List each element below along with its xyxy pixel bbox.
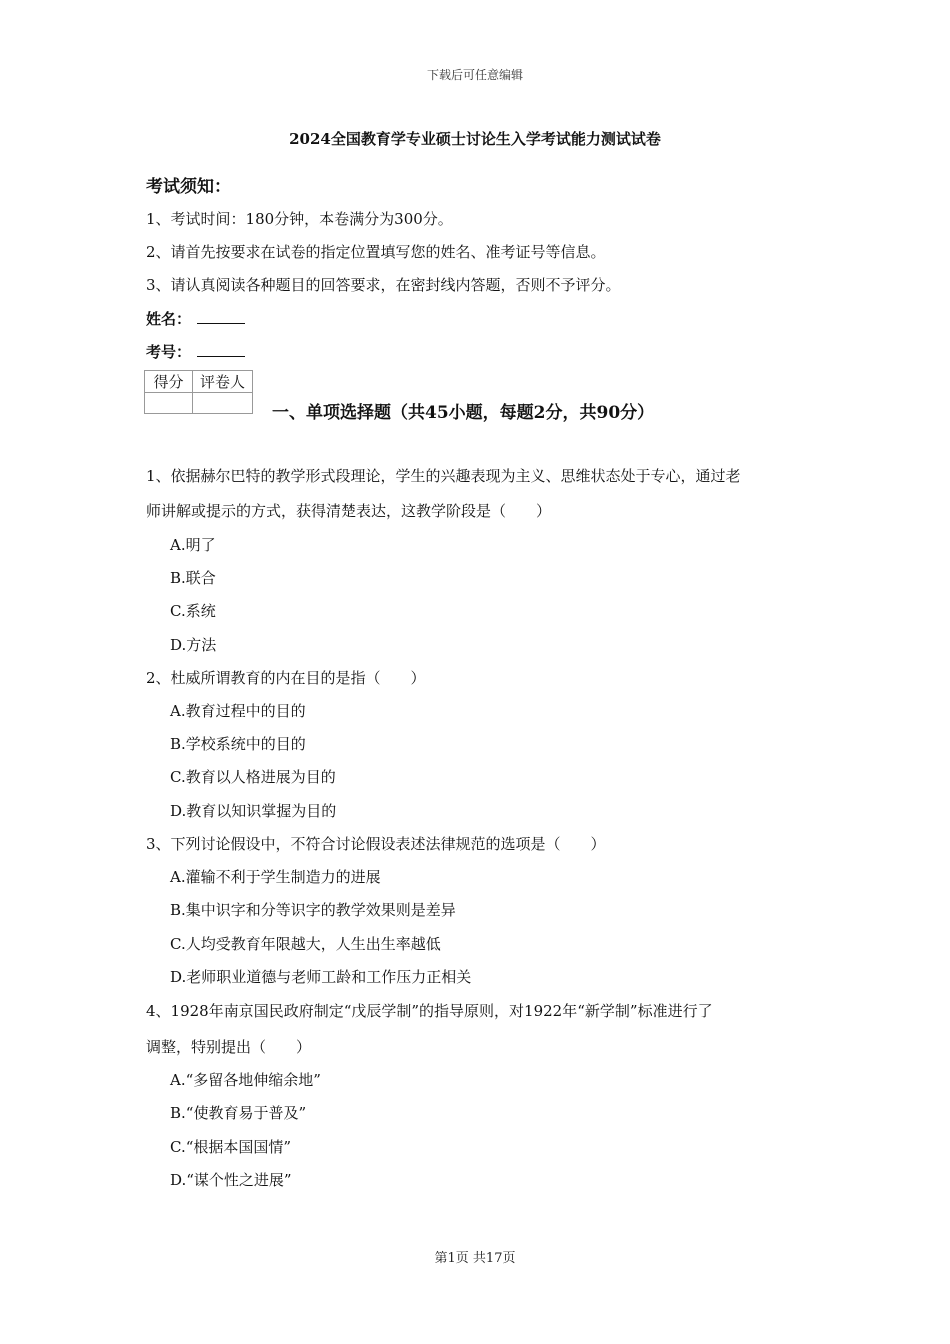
option: C.“根据本国国情”	[170, 1138, 292, 1156]
question-line: 2、杜威所谓教育的内在目的是指（ ）	[146, 669, 426, 687]
option: B.联合	[170, 569, 216, 587]
header-note: 下载后可任意编辑	[426, 68, 523, 82]
notice-heading: 考试须知：	[146, 177, 231, 197]
page-footer: 第1页 共17页	[434, 1251, 516, 1266]
option: A.教育过程中的目的	[170, 702, 306, 720]
question-line: 1、依据赫尔巴特的教学形式段理论，学生的兴趣表现为主义、思维状态处于专心，通过老	[146, 467, 741, 485]
exam-number-field	[146, 341, 245, 362]
document-title: 2024全国教育学专业硕士讨论生入学考试能力测试试卷	[289, 130, 661, 148]
option: B.“使教育易于普及”	[170, 1104, 307, 1122]
option: D.教育以知识掌握为目的	[170, 802, 337, 820]
name-blank	[197, 309, 245, 324]
section-title: 一、单项选择题（共45小题，每题2分，共90分）	[272, 403, 655, 423]
name-field	[146, 308, 245, 329]
option: D.方法	[170, 636, 217, 654]
score-cell	[145, 393, 193, 414]
exam-number-label: 考号：	[146, 343, 192, 361]
score-header: 得分	[145, 371, 193, 393]
notice-item: 1、考试时间：180分钟，本卷满分为300分。	[146, 210, 453, 228]
option: D.老师职业道德与老师工龄和工作压力正相关	[170, 968, 472, 986]
score-table	[144, 370, 253, 414]
option: B.学校系统中的目的	[170, 735, 306, 753]
question-line: 调整，特别提出（ ）	[146, 1038, 312, 1056]
grader-cell	[193, 393, 253, 414]
question-line: 3、下列讨论假设中，不符合讨论假设表述法律规范的选项是（ ）	[146, 835, 606, 853]
name-label: 姓名：	[146, 310, 192, 328]
option: C.人均受教育年限越大，人生出生率越低	[170, 935, 441, 953]
question-line: 4、1928年南京国民政府制定“戊辰学制”的指导原则，对1922年“新学制”标准进行了	[146, 1002, 713, 1020]
option: B.集中识字和分等识字的教学效果则是差异	[170, 901, 456, 919]
notice-item: 2、请首先按要求在试卷的指定位置填写您的姓名、准考证号等信息。	[146, 243, 606, 261]
option: A.“多留各地伸缩余地”	[170, 1071, 321, 1089]
option: A.灌输不利于学生制造力的进展	[170, 868, 381, 886]
grader-header: 评卷人	[193, 371, 253, 393]
option: C.教育以人格进展为目的	[170, 768, 336, 786]
option: D.“谋个性之进展”	[170, 1171, 292, 1189]
option: C.系统	[170, 602, 216, 620]
notice-item: 3、请认真阅读各种题目的回答要求，在密封线内答题，否则不予评分。	[146, 276, 621, 294]
question-line: 师讲解或提示的方式，获得清楚表达，这教学阶段是（ ）	[146, 502, 552, 520]
option: A.明了	[170, 536, 216, 554]
exam-number-blank	[197, 342, 245, 357]
